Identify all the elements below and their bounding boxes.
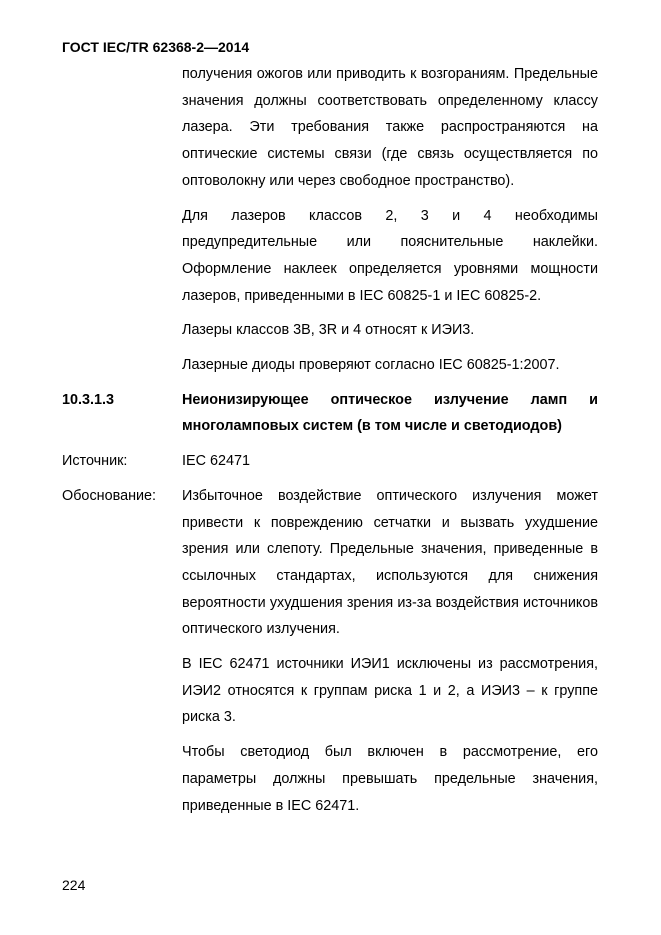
source-label: Источник:	[62, 453, 128, 470]
source-value: IEC 62471	[182, 453, 251, 470]
paragraph-laser-classes: Лазеры классов 3B, 3R и 4 относят к ИЭИ3.	[182, 322, 475, 339]
rationale-text: Избыточное воздействие оптического излучения может привести к повреждению сетчатки и вызвать ухудшение зрения или слепоту. Предельные значения, приведенные в ссылочных стандартах, используются для снижения вероятности ухудшения зрения из-за воздействия источников оптического излучения.	[182, 487, 598, 638]
rationale-label: Обоснование:	[62, 487, 157, 504]
paragraph-laser-labels: Для лазеров классов 2, 3 и 4 необходимы предупредительные или пояснительные наклейки. Оформление наклеек определяется уровнями мощности лазеров, приведенными в IEC 60825-1 и IEC 60825-2.	[182, 207, 598, 304]
document-header: ГОСТ IEC/TR 62368-2—2014	[62, 39, 250, 55]
paragraph-laser-diodes: Лазерные диоды проверяют согласно IEC 60825-1:2007.	[182, 357, 560, 374]
paragraph-laser-burns: получения ожогов или приводить к возгораниям. Предельные значения должны соответствовать определенному классу лазера. Эти требования также распространяются на оптические системы связи (где связь осуществляется по оптоволокну или через свободное пространство).	[182, 66, 598, 189]
section-title: Неионизирующее оптическое излучение ламп и многоламповых систем (в том числе и светодиодов)	[182, 391, 598, 435]
page-content	[62, 61, 598, 827]
paragraph-led-limits: Чтобы светодиод был включен в рассмотрение, его параметры должны превышать предельные значения, приведенные в IEC 62471.	[182, 744, 598, 814]
page-number: 224	[62, 877, 86, 893]
section-heading	[62, 387, 598, 440]
paragraph-risk-groups: В IEC 62471 источники ИЭИ1 исключены из рассмотрения, ИЭИ2 относятся к группам риска 1 и 2, а ИЭИ3 – к группе риска 3.	[182, 656, 598, 726]
section-number: 10.3.1.3	[62, 391, 115, 408]
source-row	[62, 448, 598, 475]
rationale-row	[62, 483, 598, 643]
